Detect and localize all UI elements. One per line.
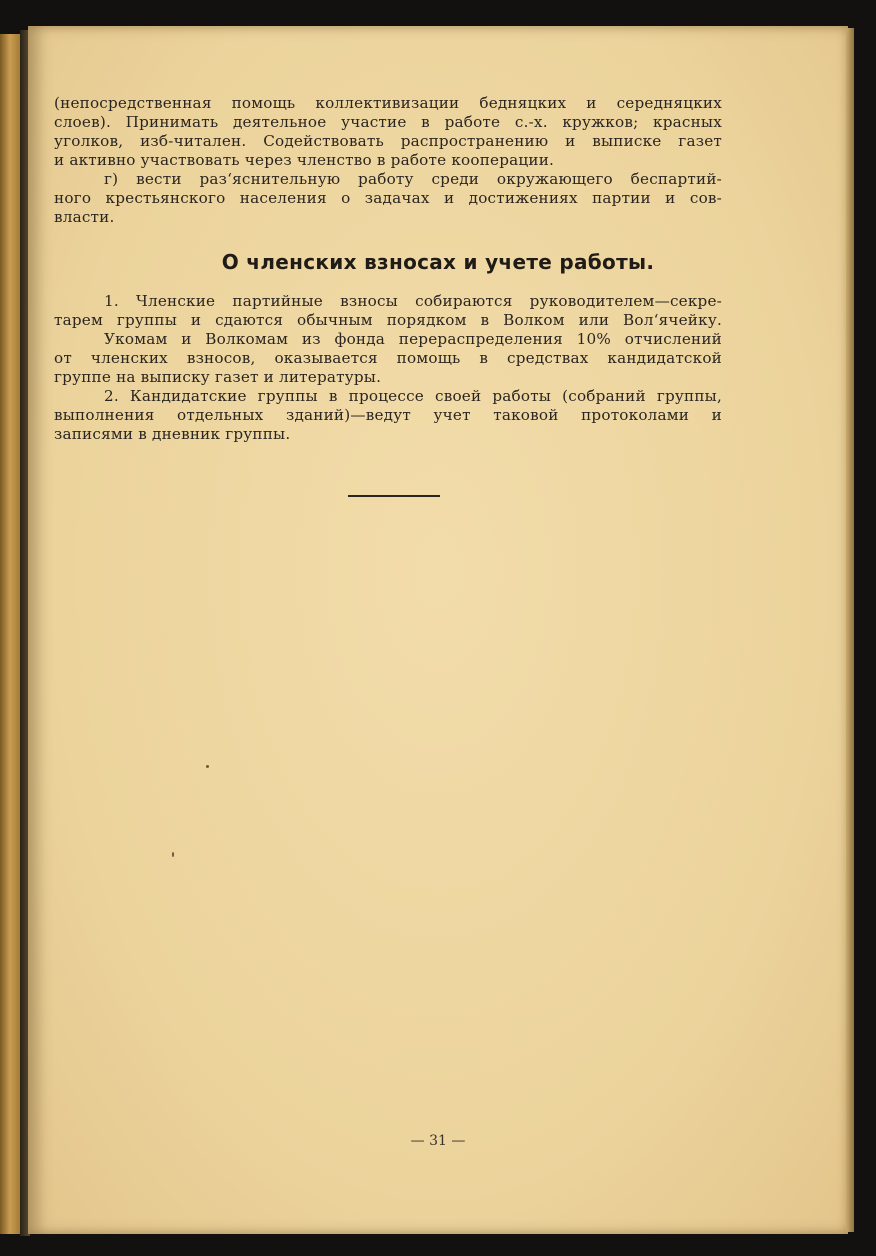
page-number: — 31 — bbox=[410, 1133, 466, 1149]
page-right-edge bbox=[846, 28, 854, 1232]
text-line: группе на выписку газет и литературы. bbox=[54, 368, 382, 386]
text-line: Укомам и Волкомам из фонда перераспределения 10% отчислений bbox=[104, 330, 722, 348]
text-line: (непосредственная помощь коллективизации бедняцких и середняцких bbox=[54, 94, 722, 112]
text-line: власти. bbox=[54, 208, 115, 226]
text-line: уголков, изб-читален. Содействовать распространению и выписке газет bbox=[54, 132, 722, 150]
text-line: и активно участвовать через членство в работе кооперации. bbox=[54, 151, 555, 169]
section-heading: О членских взносах и учете работы. bbox=[221, 250, 655, 274]
text-line: 2. Кандидатские группы в процессе своей работы (собраний группы, bbox=[104, 387, 722, 405]
section-text bbox=[54, 292, 722, 444]
paper-speck bbox=[172, 852, 174, 857]
paper-speck bbox=[206, 765, 209, 768]
section-divider bbox=[348, 495, 440, 497]
text-line: тарем группы и сдаются обычным порядком в Волком или Вол‘ячейку. bbox=[54, 311, 722, 329]
left-page-edge bbox=[0, 34, 22, 1234]
text-line: записями в дневник группы. bbox=[54, 425, 291, 443]
text-line: от членских взносов, оказывается помощь в средствах кандидатской bbox=[54, 349, 722, 367]
intro-text bbox=[54, 94, 722, 227]
text-line: выполнения отдельных зданий)—ведут учет таковой протоколами и bbox=[54, 406, 722, 424]
text-line: 1. Членские партийные взносы собираются руководителем—секре- bbox=[104, 292, 722, 310]
text-line: г) вести раз‘яснительную работу среди окружающего беспартий- bbox=[104, 170, 722, 188]
text-line: слоев). Принимать деятельное участие в работе с.-х. кружков; красных bbox=[54, 113, 722, 131]
text-line: ного крестьянского населения о задачах и достижениях партии и сов- bbox=[54, 189, 722, 207]
